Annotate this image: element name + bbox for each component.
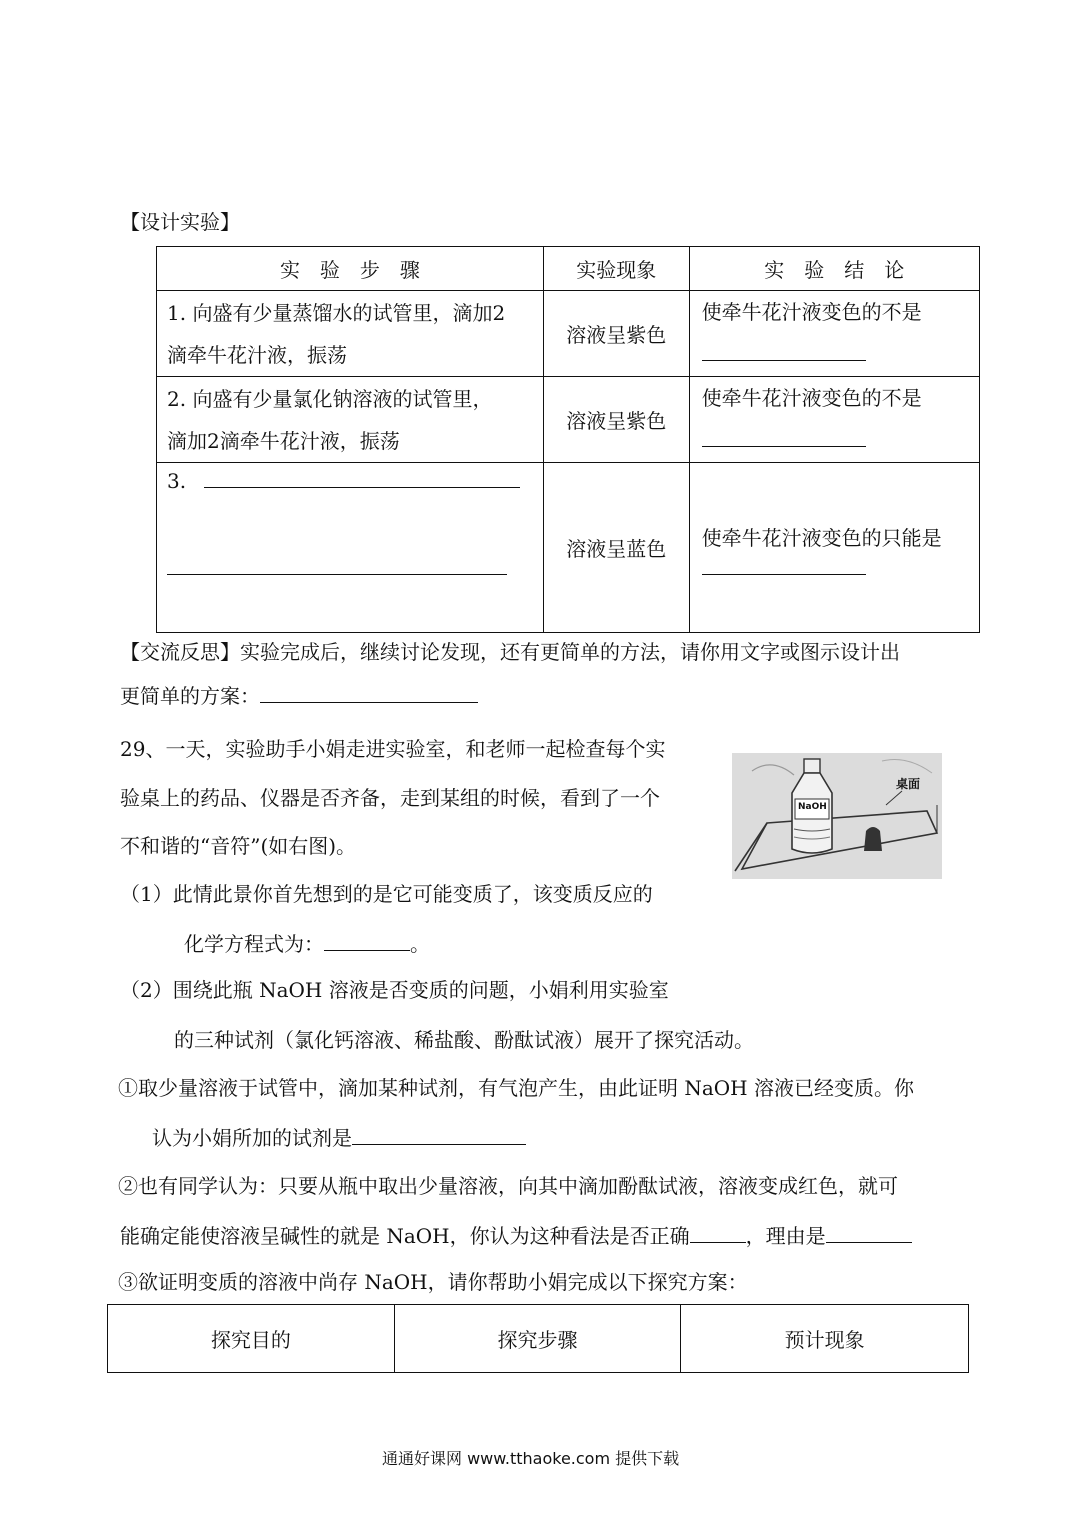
step-cell (157, 463, 544, 633)
q29-line-3: 不和谐的“音符”(如右图)。 (120, 834, 357, 858)
period: 。 (410, 932, 430, 956)
reagent-label: 认为小娟所加的试剂是 (152, 1126, 352, 1150)
header-purpose: 探究目的 (108, 1305, 395, 1373)
answer-blank[interactable] (702, 445, 866, 447)
step-cell (157, 291, 544, 377)
equation-label: 化学方程式为： (184, 932, 324, 956)
reason-label: ，理由是 (745, 1224, 826, 1248)
bottle-illustration (732, 753, 942, 879)
answer-blank[interactable] (260, 701, 478, 703)
inquiry-plan-table (107, 1304, 969, 1373)
table-row (157, 377, 980, 463)
reflection-line-1: 【交流反思】实验完成后，继续讨论发现，还有更简单的方法，请你用文字或图示设计出 (120, 640, 900, 664)
q29-step2-line-2 (120, 1220, 912, 1249)
q29-step1-line-1: ①取少量溶液于试管中，滴加某种试剂，有气泡产生，由此证明 NaOH 溶液已经变质。你 (118, 1076, 914, 1100)
step-text: 1. 向盛有少量蒸馏水的试管里，滴加2 (167, 300, 506, 325)
answer-blank[interactable] (204, 486, 520, 488)
correctness-label: 能确定能使溶液呈碱性的就是 NaOH，你认为这种看法是否正确 (120, 1224, 690, 1248)
reflection-line-2 (120, 680, 478, 709)
conclusion-cell (689, 291, 979, 377)
conclusion-text: 使牵牛花汁液变色的不是 (701, 386, 922, 410)
answer-blank[interactable] (702, 359, 866, 361)
phenomenon-cell: 溶液呈紫色 (543, 291, 689, 377)
table-row (157, 291, 980, 377)
q29-part2-line-2: 的三种试剂（氯化钙溶液、稀盐酸、酚酞试液）展开了探究活动。 (174, 1028, 754, 1052)
reason-blank[interactable] (826, 1241, 912, 1243)
footer-watermark: 通通好课网 www.tthaoke.com 提供下载 (382, 1449, 680, 1468)
answer-blank[interactable] (702, 573, 866, 575)
conclusion-cell (689, 463, 979, 633)
step-cell (157, 377, 544, 463)
q29-part1-line-2 (184, 928, 430, 957)
correctness-blank[interactable] (690, 1241, 746, 1243)
phenomenon-cell: 溶液呈蓝色 (543, 463, 689, 633)
table-row (157, 463, 980, 633)
header-expected: 预计现象 (681, 1305, 969, 1373)
q29-step2-line-1: ②也有同学认为：只要从瓶中取出少量溶液，向其中滴加酚酞试液，溶液变成红色，就可 (118, 1174, 898, 1198)
step-text (167, 465, 543, 497)
reagent-blank[interactable] (352, 1143, 526, 1145)
header-phenomenon: 实验现象 (543, 247, 689, 291)
table-header-row (157, 247, 980, 291)
q29-part2-line-1: （2）围绕此瓶 NaOH 溶液是否变质的问题，小娟利用实验室 (120, 978, 669, 1002)
answer-blank[interactable] (167, 573, 507, 575)
bottle-label: NaOH (798, 802, 827, 812)
section-title-design: 【设计实验】 (120, 210, 240, 234)
conclusion-cell (689, 377, 979, 463)
q29-line-2: 验桌上的药品、仪器是否齐备，走到某组的时候，看到了一个 (120, 786, 660, 810)
conclusion-text: 使牵牛花汁液变色的只能是 (701, 525, 942, 550)
equation-blank[interactable] (324, 949, 410, 951)
reflection-label: 更简单的方案： (120, 684, 260, 708)
step-text: 2. 向盛有少量氯化钠溶液的试管里， (167, 386, 493, 411)
q29-step3-line-1: ③欲证明变质的溶液中尚存 NaOH，请你帮助小娟完成以下探究方案： (118, 1270, 748, 1294)
step-text: 滴加2滴牵牛花汁液，振荡 (167, 428, 400, 453)
header-procedure: 探究步骤 (394, 1305, 681, 1373)
q29-step1-line-2 (152, 1122, 526, 1151)
step-text: 滴牵牛花汁液，振荡 (167, 342, 347, 367)
conclusion-text: 使牵牛花汁液变色的不是 (701, 300, 922, 324)
experiment-table (156, 246, 980, 633)
phenomenon-cell: 溶液呈紫色 (543, 377, 689, 463)
naoh-bottle-figure (732, 753, 942, 879)
q29-part1-line-1: （1）此情此景你首先想到的是它可能变质了，该变质反应的 (120, 882, 653, 906)
table-header-row (108, 1305, 969, 1373)
header-conclusion: 实 验 结 论 (689, 247, 979, 291)
step-number: 3. (167, 469, 187, 493)
desk-label: 桌面 (896, 777, 921, 791)
header-steps: 实 验 步 骤 (157, 247, 544, 291)
q29-line-1: 29、一天，实验助手小娟走进实验室，和老师一起检查每个实 (120, 737, 666, 761)
